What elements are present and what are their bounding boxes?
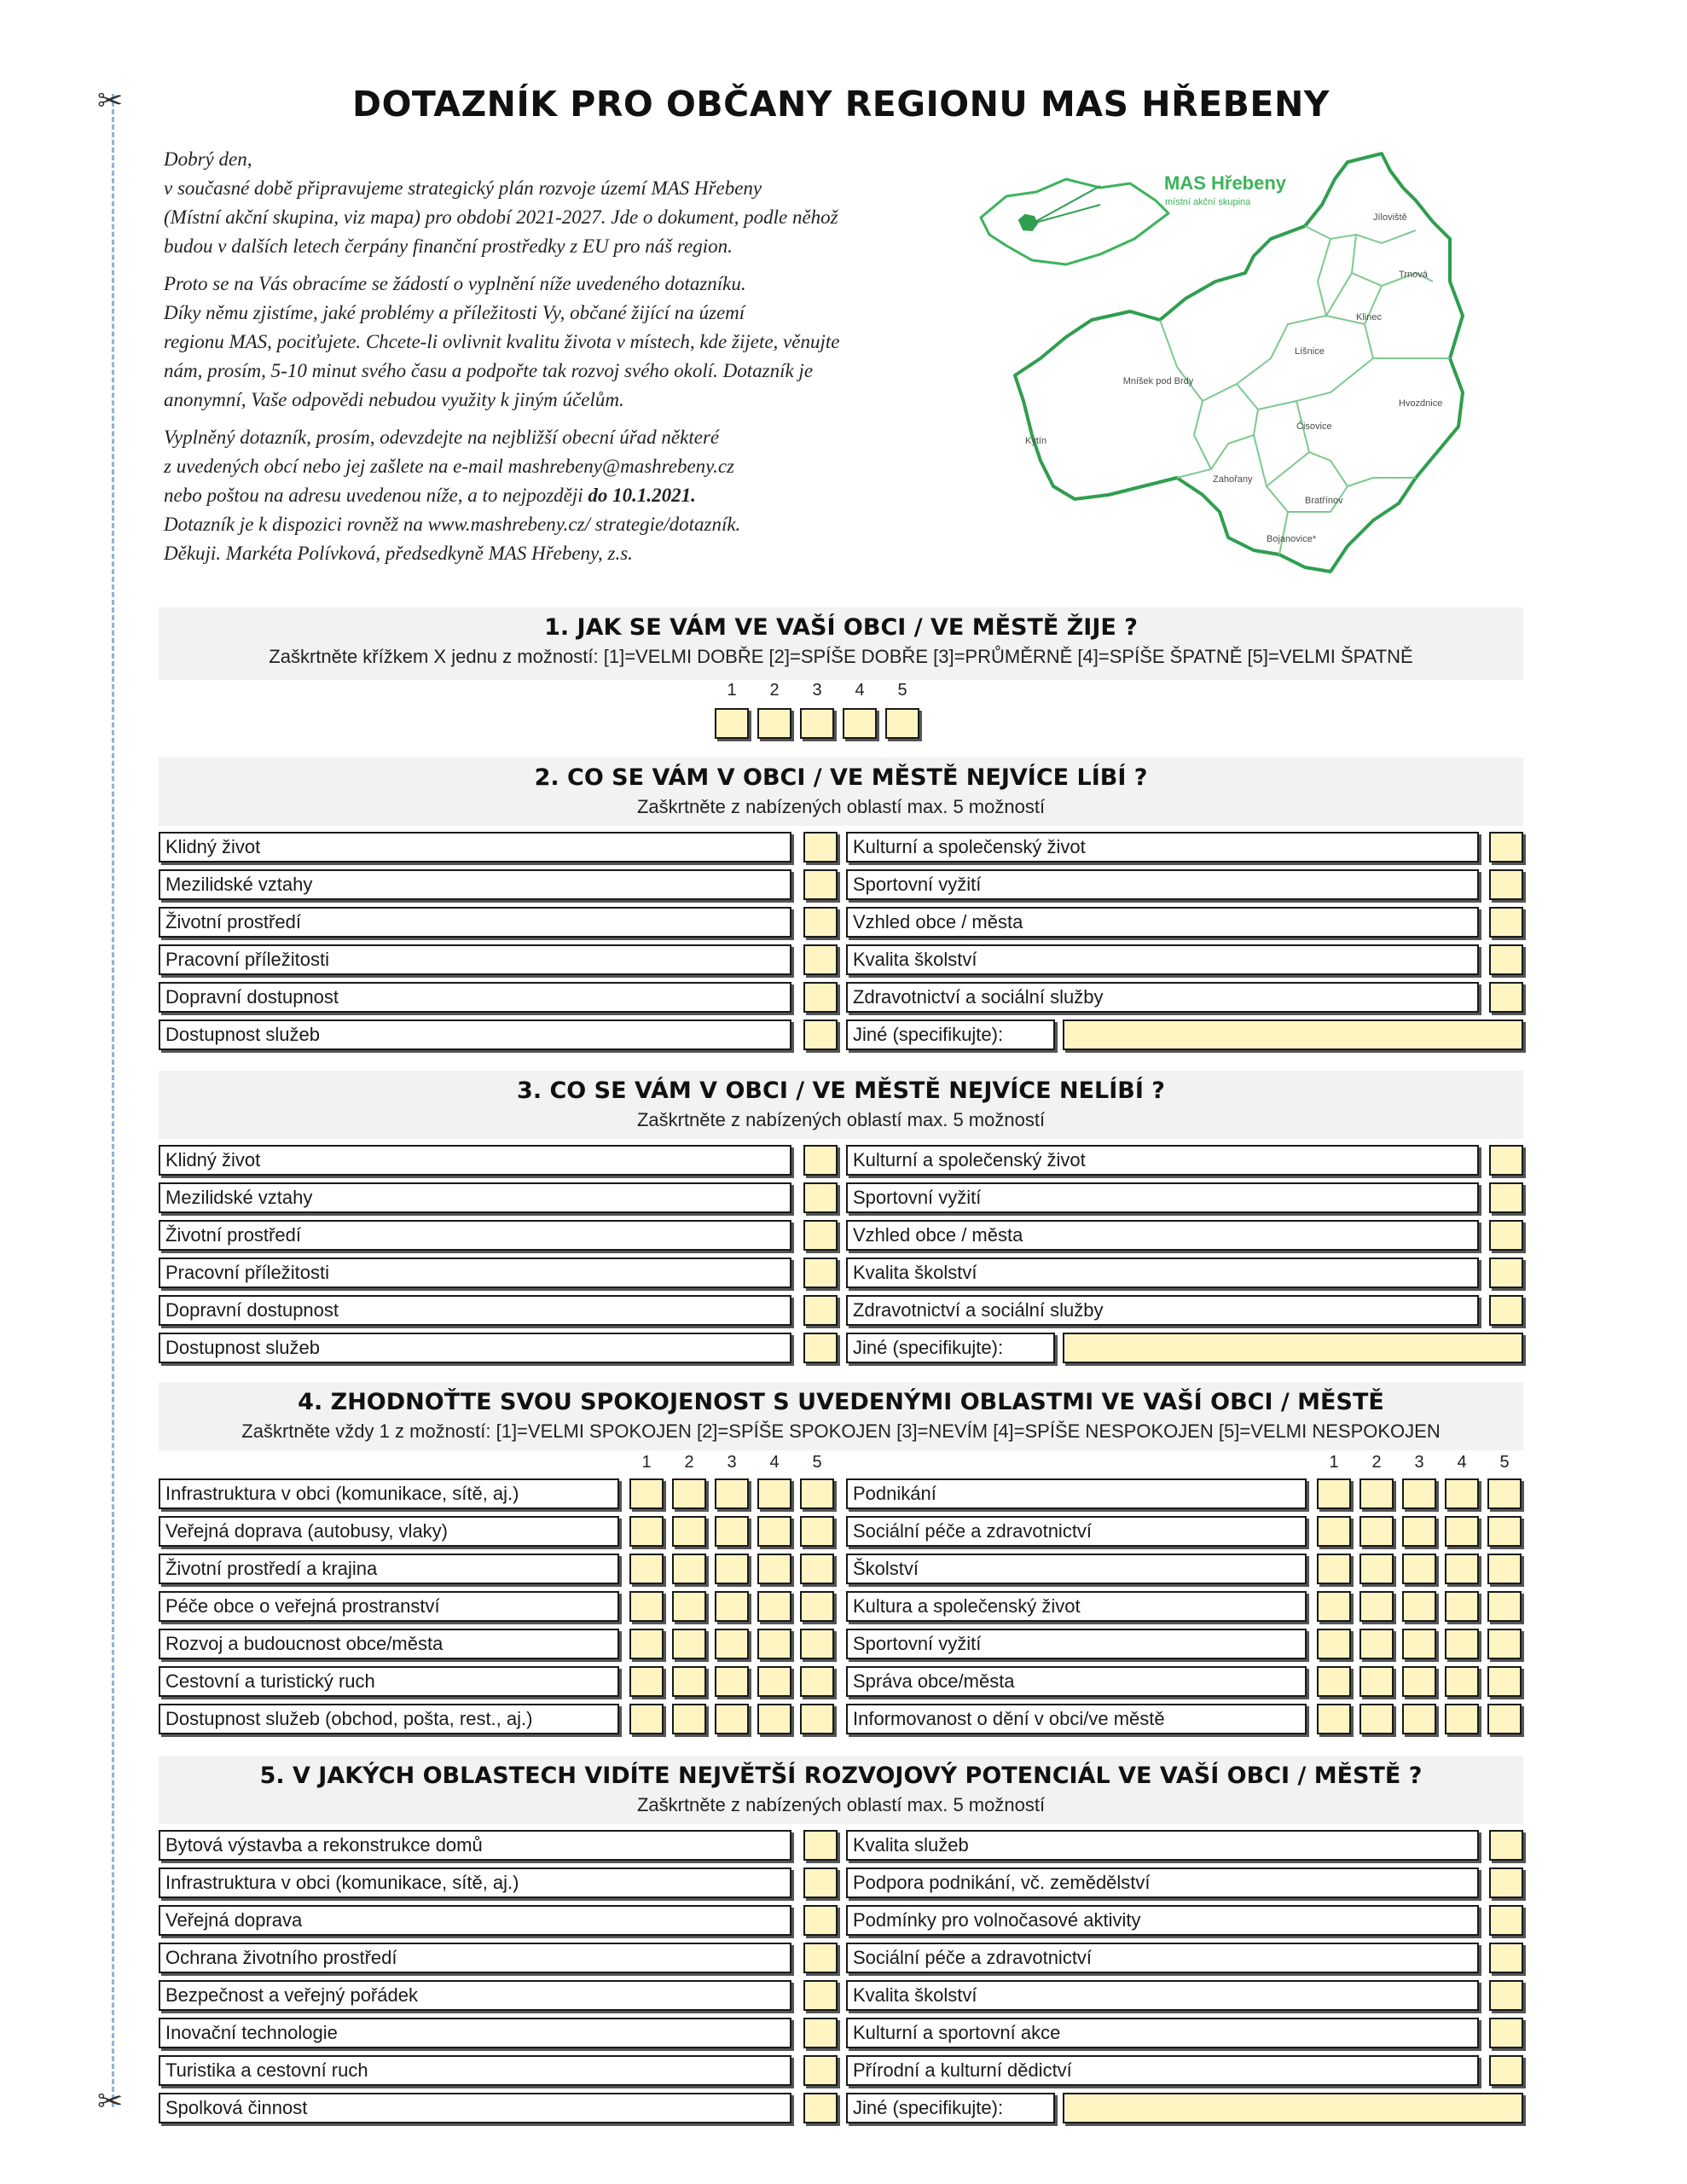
cut-line xyxy=(112,94,114,2107)
q4-left-rating-2[interactable] xyxy=(672,1516,706,1547)
q5-right-checkbox[interactable] xyxy=(1489,1980,1523,2011)
q4-left-item: Infrastruktura v obci (komunikace, sítě, aj.) xyxy=(159,1478,619,1509)
map-label-bojanovice: Bojanovice* xyxy=(1267,534,1317,544)
q2-title: 2. CO SE VÁM V OBCI / VE MĚSTĚ NEJVÍCE LÍBÍ ? xyxy=(534,764,1148,791)
q4-left-rating-4[interactable] xyxy=(757,1478,791,1509)
q2-left-option: Dostupnost služeb xyxy=(159,1019,791,1050)
q2-right-option: Kvalita školství xyxy=(846,944,1479,975)
q4-left-rating-4[interactable] xyxy=(757,1554,791,1584)
q4-right-rating-1[interactable] xyxy=(1317,1704,1351,1734)
q2-right-checkbox[interactable] xyxy=(1489,869,1523,900)
q3-right-option: Sportovní vyžití xyxy=(846,1182,1479,1213)
q1-checkbox-1[interactable] xyxy=(715,708,749,739)
q4-right-rating-5[interactable] xyxy=(1487,1666,1522,1697)
q4-right-item: Sociální péče a zdravotnictví xyxy=(846,1516,1307,1547)
q5-right-option: Jiné (specifikujte): xyxy=(846,2093,1055,2123)
q4-right-rating-5[interactable] xyxy=(1487,1704,1522,1734)
q4-left-item: Rozvoj a budoucnost obce/města xyxy=(159,1629,619,1659)
q4-left-rating-3[interactable] xyxy=(715,1554,749,1584)
q4-instructions: Zaškrtněte vždy 1 z možností: [1]=VELMI SPOKOJEN [2]=SPÍŠE SPOKOJEN [3]=NEVÍM [4]=SPÍŠE NESPOKOJEN [5]=VELMI NESPOKOJEN xyxy=(241,1420,1441,1442)
q5-left-option: Bytová výstavba a rekonstrukce domů xyxy=(159,1830,791,1861)
q1-checkbox-4[interactable] xyxy=(843,708,877,739)
q4-left-rating-4[interactable] xyxy=(757,1666,791,1697)
q3-title: 3. CO SE VÁM V OBCI / VE MĚSTĚ NEJVÍCE NELÍBÍ ? xyxy=(517,1077,1165,1104)
q4-right-item: Správa obce/města xyxy=(846,1666,1307,1697)
q4-left-rating-2[interactable] xyxy=(672,1629,706,1659)
q2-left-checkbox[interactable] xyxy=(803,1019,838,1050)
q1-header xyxy=(159,607,1523,680)
q3-left-checkbox[interactable] xyxy=(803,1295,838,1326)
q2-left-checkbox[interactable] xyxy=(803,869,838,900)
q3-left-checkbox[interactable] xyxy=(803,1333,838,1363)
q4-left-rating-1[interactable] xyxy=(629,1516,664,1547)
q5-left-checkbox[interactable] xyxy=(803,1980,838,2011)
q5-left-option: Inovační technologie xyxy=(159,2018,791,2048)
q5-right-checkbox[interactable] xyxy=(1489,1867,1523,1898)
q3-right-checkbox[interactable] xyxy=(1489,1258,1523,1288)
q2-left-checkbox[interactable] xyxy=(803,982,838,1013)
q3-other-specify-field[interactable] xyxy=(1063,1333,1523,1363)
map-label-kytin: Kytín xyxy=(1025,436,1047,446)
q4-right-rating-1[interactable] xyxy=(1317,1591,1351,1622)
q5-other-specify-field[interactable] xyxy=(1063,2093,1523,2123)
q4-right-rating-5[interactable] xyxy=(1487,1591,1522,1622)
q5-right-option: Podpora podnikání, vč. zemědělství xyxy=(846,1867,1479,1898)
q4-right-rating-5[interactable] xyxy=(1487,1478,1522,1509)
intro-text xyxy=(164,145,931,577)
q4-left-item: Životní prostředí a krajina xyxy=(159,1554,619,1584)
q5-left-option: Veřejná doprava xyxy=(159,1905,791,1936)
intro-paragraph-2: Proto se na Vás obracíme se žádostí o vyplnění níže uvedeného dotazníku. Díky němu zjistíme, jaké problémy a příležitosti Vy, občané žijící na území regionu MAS, pociťujete. Chcete-li ovlivnit kvalitu života v místech, kde žijete, věnujte nám, prosím, 5-10 minut svého času a podpořte tak rozvoj svého okolí. Dotazník je anonymní, Vaše odpovědi nebudou využity k jiným účelům. xyxy=(164,273,840,410)
q4-right-rating-5[interactable] xyxy=(1487,1516,1522,1547)
q5-right-checkbox[interactable] xyxy=(1489,1905,1523,1936)
q2-right-checkbox[interactable] xyxy=(1489,944,1523,975)
q3-left-option: Dostupnost služeb xyxy=(159,1333,791,1363)
scissors-icon: ✂ xyxy=(97,83,124,118)
q4-left-item: Veřejná doprava (autobusy, vlaky) xyxy=(159,1516,619,1547)
q5-right-checkbox[interactable] xyxy=(1489,1830,1523,1861)
q4-left-rating-4[interactable] xyxy=(757,1629,791,1659)
q4-left-rating-1[interactable] xyxy=(629,1478,664,1509)
map-label-trnova: Trnová xyxy=(1399,270,1428,280)
q4-right-rating-3[interactable] xyxy=(1402,1704,1436,1734)
q5-left-option: Bezpečnost a veřejný pořádek xyxy=(159,1980,791,2011)
q5-left-option: Spolková činnost xyxy=(159,2093,791,2123)
q1-checkbox-2[interactable] xyxy=(757,708,791,739)
q2-left-option: Mezilidské vztahy xyxy=(159,869,791,900)
q5-left-checkbox[interactable] xyxy=(803,1830,838,1861)
map-label-hvozdnice: Hvozdnice xyxy=(1399,398,1443,409)
q5-left-option: Ochrana životního prostředí xyxy=(159,1943,791,1973)
q2-right-option: Kulturní a společenský život xyxy=(846,832,1479,863)
q2-right-checkbox[interactable] xyxy=(1489,832,1523,863)
q2-left-checkbox[interactable] xyxy=(803,907,838,938)
q4-left-rating-4[interactable] xyxy=(757,1704,791,1734)
q4-left-rating-2[interactable] xyxy=(672,1554,706,1584)
q4-left-rating-2[interactable] xyxy=(672,1666,706,1697)
intro-paragraph-3: Vyplněný dotazník, prosím, odevzdejte na nejbližší obecní úřad některé z uvedených obcí nebo jej zašlete na e-mail mashrebeny@mashrebeny.cz nebo poštou na adresu uvedenou níže, a to nejpozději do 10.1.2021. Dotazník je k dispozici rovněž na www.mashrebeny.cz/ strategie/dotazník. Děkuji. Markéta Polívková, předsedkyně MAS Hřebeny, z.s. xyxy=(164,427,741,564)
q5-title: 5. V JAKÝCH OBLASTECH VIDÍTE NEJVĚTŠÍ ROZVOJOVÝ POTENCIÁL VE VAŠÍ OBCI / MĚSTĚ ? xyxy=(259,1763,1423,1789)
q5-right-option: Sociální péče a zdravotnictví xyxy=(846,1943,1479,1973)
q4-right-item: Podnikání xyxy=(846,1478,1307,1509)
q4-left-rating-5[interactable] xyxy=(800,1516,834,1547)
q2-right-option: Jiné (specifikujte): xyxy=(846,1019,1055,1050)
q3-right-option: Jiné (specifikujte): xyxy=(846,1333,1055,1363)
q4-right-rating-2[interactable] xyxy=(1359,1629,1394,1659)
q4-left-rating-5[interactable] xyxy=(800,1629,834,1659)
q2-right-option: Sportovní vyžití xyxy=(846,869,1479,900)
q5-left-checkbox[interactable] xyxy=(803,2018,838,2048)
q2-instructions: Zaškrtněte z nabízených oblastí max. 5 možností xyxy=(636,796,1046,817)
q3-right-checkbox[interactable] xyxy=(1489,1145,1523,1176)
q4-right-rating-1[interactable] xyxy=(1317,1516,1351,1547)
q4-left-rating-5[interactable] xyxy=(800,1478,834,1509)
deadline: do 10.1.2021. xyxy=(588,485,696,506)
q5-right-option: Kulturní a sportovní akce xyxy=(846,2018,1479,2048)
q4-left-rating-3[interactable] xyxy=(715,1704,749,1734)
q2-other-specify-field[interactable] xyxy=(1063,1019,1523,1050)
q4-right-rating-4[interactable] xyxy=(1445,1478,1479,1509)
q2-right-checkbox[interactable] xyxy=(1489,907,1523,938)
q4-right-rating-3[interactable] xyxy=(1402,1629,1436,1659)
scissors-icon: ✂ xyxy=(97,2083,124,2118)
q3-right-option: Kvalita školství xyxy=(846,1258,1479,1288)
q4-left-rating-3[interactable] xyxy=(715,1516,749,1547)
q4-left-rating-5[interactable] xyxy=(800,1666,834,1697)
intro-paragraph-1: Dobrý den, v současné době připravujeme strategický plán rozvoje území MAS Hřebeny (Místní akční skupina, viz mapa) pro období 2021-2027. Jde o dokument, podle něhož budou v dalších letech čerpány finanční prostředky z EU pro náš region. xyxy=(164,148,838,257)
q4-left-item: Péče obce o veřejná prostranství xyxy=(159,1591,619,1622)
q2-left-option: Pracovní příležitosti xyxy=(159,944,791,975)
q4-right-rating-1[interactable] xyxy=(1317,1629,1351,1659)
q5-left-checkbox[interactable] xyxy=(803,2055,838,2086)
q4-right-item: Sportovní vyžití xyxy=(846,1629,1307,1659)
q4-left-item: Dostupnost služeb (obchod, pošta, rest., aj.) xyxy=(159,1704,619,1734)
q1-checkbox-3[interactable] xyxy=(800,708,834,739)
q3-right-option: Zdravotnictví a sociální služby xyxy=(846,1295,1479,1326)
map-logo-subtitle: místní akční skupina xyxy=(1165,197,1251,207)
q4-right-rating-4[interactable] xyxy=(1445,1704,1479,1734)
page-title: DOTAZNÍK PRO OBČANY REGIONU MAS HŘEBENY xyxy=(352,84,1330,125)
map-logo: MAS Hřebeny xyxy=(1164,172,1287,194)
q5-right-option: Kvalita služeb xyxy=(846,1830,1479,1861)
q4-left-rating-4[interactable] xyxy=(757,1591,791,1622)
q5-left-option: Infrastruktura v obci (komunikace, sítě, aj.) xyxy=(159,1867,791,1898)
q4-right-rating-4[interactable] xyxy=(1445,1554,1479,1584)
q4-right-rating-4[interactable] xyxy=(1445,1591,1479,1622)
q5-left-checkbox[interactable] xyxy=(803,1905,838,1936)
q3-right-option: Kulturní a společenský život xyxy=(846,1145,1479,1176)
q3-left-option: Životní prostředí xyxy=(159,1220,791,1251)
q2-left-option: Klidný život xyxy=(159,832,791,863)
q4-right-rating-4[interactable] xyxy=(1445,1629,1479,1659)
q3-left-option: Dopravní dostupnost xyxy=(159,1295,791,1326)
q4-left-rating-5[interactable] xyxy=(800,1554,834,1584)
q4-right-rating-1[interactable] xyxy=(1317,1666,1351,1697)
map-label-zahorany: Zahořany xyxy=(1213,474,1253,485)
q3-right-checkbox[interactable] xyxy=(1489,1220,1523,1251)
q4-left-item: Cestovní a turistický ruch xyxy=(159,1666,619,1697)
q4-right-rating-4[interactable] xyxy=(1445,1666,1479,1697)
q4-right-rating-3[interactable] xyxy=(1402,1554,1436,1584)
q5-header xyxy=(159,1756,1523,1824)
q4-left-rating-1[interactable] xyxy=(629,1666,664,1697)
q5-instructions: Zaškrtněte z nabízených oblastí max. 5 možností xyxy=(636,1794,1046,1815)
q4-right-rating-4[interactable] xyxy=(1445,1516,1479,1547)
q4-left-rating-3[interactable] xyxy=(715,1478,749,1509)
q4-right-rating-2[interactable] xyxy=(1359,1516,1394,1547)
q5-left-checkbox[interactable] xyxy=(803,1943,838,1973)
q1-checkbox-5[interactable] xyxy=(885,708,919,739)
q3-instructions: Zaškrtněte z nabízených oblastí max. 5 možností xyxy=(636,1109,1046,1130)
q4-left-rating-3[interactable] xyxy=(715,1591,749,1622)
q4-left-rating-1[interactable] xyxy=(629,1629,664,1659)
q3-left-checkbox[interactable] xyxy=(803,1182,838,1213)
q4-left-rating-2[interactable] xyxy=(672,1704,706,1734)
q5-left-option: Turistika a cestovní ruch xyxy=(159,2055,791,2086)
q3-right-checkbox[interactable] xyxy=(1489,1295,1523,1326)
q5-right-checkbox[interactable] xyxy=(1489,2055,1523,2086)
q5-right-option: Přírodní a kulturní dědictví xyxy=(846,2055,1479,2086)
q4-left-rating-1[interactable] xyxy=(629,1704,664,1734)
q4-right-rating-1[interactable] xyxy=(1317,1478,1351,1509)
q4-right-item: Kultura a společenský život xyxy=(846,1591,1307,1622)
q3-left-checkbox[interactable] xyxy=(803,1145,838,1176)
q4-left-rating-3[interactable] xyxy=(715,1666,749,1697)
q2-left-checkbox[interactable] xyxy=(803,832,838,863)
q4-left-rating-4[interactable] xyxy=(757,1516,791,1547)
q3-left-option: Mezilidské vztahy xyxy=(159,1182,791,1213)
q5-right-checkbox[interactable] xyxy=(1489,2018,1523,2048)
q4-right-item: Školství xyxy=(846,1554,1307,1584)
q4-left-rating-2[interactable] xyxy=(672,1478,706,1509)
q1-instructions: Zaškrtněte křížkem X jednu z možností: [1]=VELMI DOBŘE [2]=SPÍŠE DOBŘE [3]=PRŮMĚRNĚ [4]=SPÍŠE ŠPATNĚ [5]=VELMI ŠPATNĚ xyxy=(269,646,1413,667)
map-label-klinec: Klinec xyxy=(1356,312,1382,322)
q5-right-option: Podmínky pro volnočasové aktivity xyxy=(846,1905,1479,1936)
q4-left-rating-3[interactable] xyxy=(715,1629,749,1659)
q4-right-rating-2[interactable] xyxy=(1359,1554,1394,1584)
q4-header xyxy=(159,1382,1523,1450)
q1-title: 1. JAK SE VÁM VE VAŠÍ OBCI / VE MĚSTĚ ŽIJE ? xyxy=(544,614,1138,641)
map-label-jiloviste: Jíloviště xyxy=(1373,212,1407,223)
q4-right-rating-3[interactable] xyxy=(1402,1516,1436,1547)
q3-right-checkbox[interactable] xyxy=(1489,1182,1523,1213)
q2-left-option: Dopravní dostupnost xyxy=(159,982,791,1013)
q4-right-rating-2[interactable] xyxy=(1359,1591,1394,1622)
q2-right-checkbox[interactable] xyxy=(1489,982,1523,1013)
q2-left-option: Životní prostředí xyxy=(159,907,791,938)
q4-right-rating-5[interactable] xyxy=(1487,1554,1522,1584)
q5-right-option: Kvalita školství xyxy=(846,1980,1479,2011)
q4-left-rating-1[interactable] xyxy=(629,1591,664,1622)
q2-left-checkbox[interactable] xyxy=(803,944,838,975)
q4-right-rating-1[interactable] xyxy=(1317,1554,1351,1584)
q3-header xyxy=(159,1071,1523,1139)
q3-left-option: Pracovní příležitosti xyxy=(159,1258,791,1288)
q4-title: 4. ZHODNOŤTE SVOU SPOKOJENOST S UVEDENÝMI OBLASTMI VE VAŠÍ OBCI / MĚSTĚ xyxy=(298,1389,1384,1415)
q4-left-rating-5[interactable] xyxy=(800,1704,834,1734)
map-label-mnisek: Mníšek pod Brdy xyxy=(1122,376,1194,386)
q3-left-option: Klidný život xyxy=(159,1145,791,1176)
map-label-lisnice: Líšnice xyxy=(1295,346,1325,357)
q5-left-checkbox[interactable] xyxy=(803,1867,838,1898)
q4-right-rating-3[interactable] xyxy=(1402,1591,1436,1622)
q4-left-rating-5[interactable] xyxy=(800,1591,834,1622)
q5-right-checkbox[interactable] xyxy=(1489,1943,1523,1973)
q3-right-option: Vzhled obce / města xyxy=(846,1220,1479,1251)
q4-right-rating-2[interactable] xyxy=(1359,1704,1394,1734)
region-map xyxy=(972,145,1527,589)
q4-left-rating-2[interactable] xyxy=(672,1591,706,1622)
q4-right-rating-3[interactable] xyxy=(1402,1478,1436,1509)
q2-right-option: Zdravotnictví a sociální služby xyxy=(846,982,1479,1013)
q4-right-item: Informovanost o dění v obci/ve městě xyxy=(846,1704,1307,1734)
q4-right-rating-2[interactable] xyxy=(1359,1666,1394,1697)
map-label-cisovice: Čisovice xyxy=(1296,421,1332,432)
q3-left-checkbox[interactable] xyxy=(803,1258,838,1288)
q5-left-checkbox[interactable] xyxy=(803,2093,838,2123)
q4-right-rating-3[interactable] xyxy=(1402,1666,1436,1697)
map-label-bratrinov: Bratřínov xyxy=(1305,496,1343,506)
q3-left-checkbox[interactable] xyxy=(803,1220,838,1251)
q2-header xyxy=(159,758,1523,826)
q4-right-rating-2[interactable] xyxy=(1359,1478,1394,1509)
q2-right-option: Vzhled obce / města xyxy=(846,907,1479,938)
q4-left-rating-1[interactable] xyxy=(629,1554,664,1584)
q4-right-rating-5[interactable] xyxy=(1487,1629,1522,1659)
